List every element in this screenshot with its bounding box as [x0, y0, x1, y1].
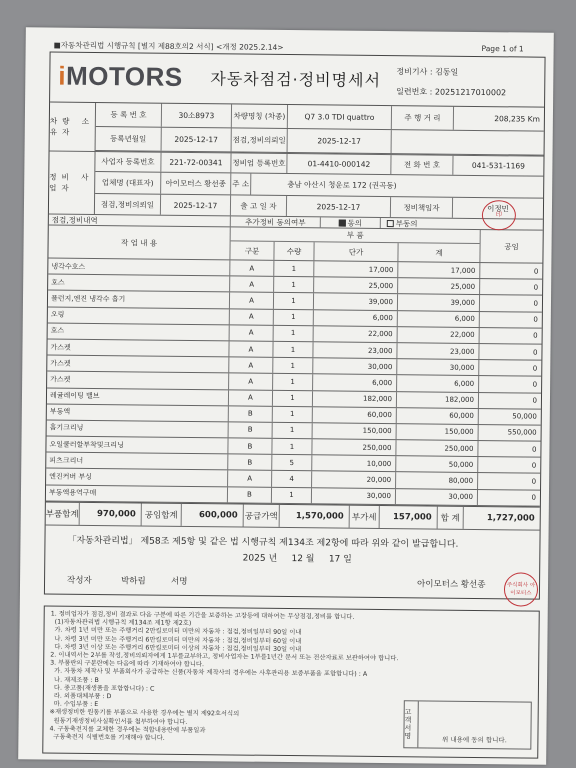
part-sum: 30,000	[396, 489, 478, 505]
parts-table-body	[46, 259, 543, 507]
legal-statement	[45, 525, 539, 572]
work-item-name: 오일쿨러할부착및크리닝	[46, 437, 228, 454]
note-line: 다. 차령 3년 이상 또는 주행거리 6만킬로미터 이상의 자동차 : 점검,정비일부터 30일 이내	[50, 643, 302, 653]
shopno: 01-4410-000142	[287, 154, 391, 174]
part-sum: 30,000	[397, 359, 479, 375]
part-sum: 22,000	[398, 327, 480, 343]
reg-no-label: 등 록 번 호	[96, 103, 162, 127]
part-qty: 4	[272, 471, 312, 487]
part-qty: 1	[274, 326, 314, 342]
owner-section-label: 차량 소유자	[50, 103, 97, 151]
vat-amount: 157,000	[380, 506, 438, 529]
part-unit-price: 25,000	[314, 277, 398, 293]
part-type: A	[229, 390, 273, 406]
part-sum: 17,000	[398, 262, 480, 278]
part-type: A	[230, 309, 274, 325]
reg-date: 2025-12-17	[162, 128, 232, 152]
shop-section	[49, 151, 544, 219]
part-unit-price: 6,000	[314, 310, 398, 326]
parts-table-header	[48, 226, 542, 264]
part-type: A	[230, 325, 274, 341]
shopno-label: 정비업 등록번호	[231, 153, 287, 173]
company-seal-stamp: 주식회사 아이모터스	[504, 572, 538, 606]
req-date: 2025-12-17	[161, 195, 231, 216]
part-unit-price: 17,000	[314, 261, 398, 277]
part-unit-price: 10,000	[312, 456, 396, 472]
part-unit-price: 30,000	[312, 488, 396, 504]
work-item-name: 피츠크리너	[46, 453, 228, 470]
labor-cost: 0	[532, 380, 538, 389]
col-qty: 수량	[274, 242, 314, 260]
bizno-label: 사업자 등록번호	[95, 152, 161, 172]
part-type: B	[229, 406, 273, 422]
part-type: A	[229, 341, 273, 357]
part-sum: 6,000	[398, 311, 480, 327]
part-type: A	[230, 260, 274, 276]
document-paper	[18, 27, 554, 764]
labor-cost: 0	[532, 396, 538, 405]
page-number: Page 1 of 1	[481, 44, 524, 54]
addr-label: 주 소	[231, 173, 251, 194]
owner-section	[50, 103, 544, 156]
part-sum: 50,000	[396, 456, 478, 472]
writer-label: 작성자	[67, 575, 92, 586]
part-unit-price: 20,000	[312, 472, 396, 488]
form-reference: ■자동차관리법 시행규칙 [별지 제88호의2 서식] <개정 2025.2.14>	[53, 40, 284, 52]
work-label: 점검,정비내역	[49, 215, 231, 227]
consent-disagree[interactable]: 부동의	[381, 218, 543, 230]
part-qty: 1	[274, 293, 314, 309]
labor-cost: 0	[533, 299, 539, 308]
confirm-text: 위 내용에 동의 합니다.	[441, 735, 507, 745]
note-line: 마. 수입부품 : E	[49, 700, 99, 709]
labor-cost: 0	[531, 461, 537, 470]
issue-date: 2025 년 12 월 17 일	[242, 553, 352, 565]
part-sum: 60,000	[397, 408, 479, 424]
note-line: 가. 차령 1년 미만 또는 주행거리 2만킬로미터 미만의 자동차 : 점검,정비일부터 90일 이내	[50, 626, 302, 637]
note-line: 나. 차령 3년 미만 또는 주행거리 6만킬로미터 미만의 자동차 : 점검,정비일부터 60일 이내	[50, 635, 302, 645]
work-item-name: 플런지,엔진 냉각수 흡기	[48, 291, 230, 308]
company-logo: iMOTORS	[58, 60, 183, 92]
note-line: 1. 정비업자가 점검,정비 결과로 다음 구분에 따른 기간을 보증하는 고장등에 대하여는 무상점검,정비를 합니다.	[50, 610, 355, 621]
work-item-name: 오링	[48, 307, 230, 324]
notes-section	[42, 605, 540, 758]
part-unit-price: 39,000	[314, 294, 398, 310]
bizno: 221-72-00341	[161, 153, 231, 173]
resp-label: 정비책임자	[391, 197, 453, 218]
part-qty: 1	[273, 390, 313, 406]
labor-cost: 0	[533, 315, 538, 324]
note-line: ※재생정비한 원동기를 부품으로 사용한 경우에는 별지 제92호서식의	[49, 708, 240, 718]
mileage-label: 주 행 거 리	[392, 106, 454, 130]
part-sum: 182,000	[397, 392, 479, 408]
note-line: 2. 이내역서는 2부를 작성,정비의뢰자에게 1부를교부하고, 정비사업자는 1부를1년간 문서 또는 전산자료로 보관하여야 합니다.	[50, 651, 399, 663]
part-qty: 5	[272, 455, 312, 471]
supply-amount: 1,570,000	[280, 505, 350, 528]
reg-no: 30소8973	[162, 104, 232, 128]
part-qty: 1	[273, 407, 313, 423]
part-qty: 1	[272, 439, 312, 455]
col-work: 작 업 내 용	[48, 226, 230, 260]
seal-stamp-small: 印	[482, 200, 516, 230]
part-qty: 1	[273, 374, 313, 390]
part-sum: 250,000	[396, 440, 478, 456]
labor-cost: 0	[531, 445, 537, 454]
vat-label: 부가세	[350, 505, 380, 527]
part-qty: 1	[274, 277, 314, 293]
part-type: B	[228, 438, 272, 454]
model-label: 차량명칭 (차종)	[232, 104, 288, 128]
part-qty: 1	[273, 342, 313, 358]
part-sum: 150,000	[397, 424, 479, 440]
col-sum: 계	[435, 248, 443, 258]
part-type: A	[229, 358, 273, 374]
part-sum: 25,000	[398, 278, 480, 294]
work-item-name: 호스	[48, 275, 230, 292]
part-type: B	[228, 455, 272, 471]
consent-agree[interactable]: 동의	[321, 217, 381, 228]
part-sum: 23,000	[397, 343, 479, 359]
note-line: 가. 자동차 제작사 및 부품회사가 공급하는 신품(자동차 제작사의 경우에는 사후관리용 보증부품을 포함합니다) : A	[50, 667, 368, 679]
parts-total: 970,000	[80, 503, 142, 526]
mechanic-line: 정비기사 : 김동일	[396, 67, 459, 77]
confirm-label: 고객서명	[404, 701, 418, 747]
grand-total: 1,727,000	[486, 512, 535, 524]
parts-total-label: 부품합계	[46, 502, 80, 524]
labor-cost: 0	[533, 267, 539, 276]
shop-address: 충남 아산시 청운로 172 (권곡동)	[287, 180, 397, 191]
part-type: A	[230, 277, 274, 293]
form-header	[50, 53, 544, 108]
part-unit-price: 182,000	[313, 391, 397, 407]
inspect-date: 2025-12-17	[288, 129, 392, 153]
work-item-name: 부동액	[47, 404, 229, 421]
model: Q7 3.0 TDI quattro	[288, 105, 392, 129]
part-qty: 1	[273, 358, 313, 374]
work-item-name: 부동액용역구매	[46, 485, 228, 502]
work-item-name: 가스켓	[47, 356, 229, 373]
note-line: 원동기재생정비사실확인서를 첨부하여야 합니다.	[49, 717, 188, 726]
part-type: A	[229, 374, 273, 390]
mileage: 208,235 Km	[494, 114, 540, 124]
part-unit-price: 6,000	[313, 375, 397, 391]
part-unit-price: 22,000	[314, 326, 398, 342]
work-item-name: 엔진커버 부싱	[46, 469, 228, 486]
labor-total-label: 공임합계	[142, 503, 182, 525]
part-type: A	[230, 293, 274, 309]
req-date-label: 점검,정비의뢰일	[95, 194, 161, 215]
part-unit-price: 23,000	[313, 342, 397, 358]
work-item-name: 레귤레이팅 밸브	[47, 388, 229, 405]
labor-cost: 0	[532, 348, 538, 357]
document-title: 자동차점검·정비명세서	[210, 69, 382, 90]
note-line: 라. 외품대체부품 : D	[49, 692, 112, 701]
agree-checkbox-icon	[339, 219, 346, 226]
note-line: 구동축전지 식별번호를 기재해야 합니다.	[49, 733, 165, 742]
note-line: 3. 부품란의 구분란에는 다음에 따라 기재하여야 합니다.	[50, 659, 205, 669]
grand-total-label: 합 계	[438, 506, 464, 528]
note-line: 다. 중고품(재생품을 포함합니다) : C	[49, 684, 155, 693]
note-line: (1)자동차관리법 시행규칙 제134조 제1항 제2호)	[50, 618, 192, 628]
shop-name: 아이모터스 황선종	[161, 173, 231, 195]
part-sum: 39,000	[398, 295, 480, 311]
labor-cost: 0	[531, 493, 536, 502]
part-sum: 6,000	[397, 375, 479, 391]
part-qty: 1	[273, 423, 313, 439]
labor-cost: 0	[533, 283, 539, 292]
col-type: 구분	[230, 241, 274, 259]
law-text: 「자동차관리법」 제58조 제5항 및 같은 법 시행규칙 제134조 제2항에 따라 위와 같이 발급합니다.	[67, 535, 459, 550]
tel: 041-531-1169	[471, 160, 526, 171]
labor-cost: 550,000	[507, 428, 537, 438]
part-sum: 80,000	[396, 473, 478, 489]
shop-name-label: 업체명 (대표자)	[95, 172, 161, 194]
col-unit: 단가	[314, 242, 398, 261]
writer-name: 박하림	[121, 576, 146, 587]
customer-confirm-box[interactable]	[403, 700, 531, 749]
work-item-name: 호스	[48, 323, 230, 340]
consent-label: 추가정비 동의여부	[231, 216, 321, 227]
disagree-checkbox-icon	[387, 220, 394, 227]
note-line: 4. 구동축전지를 교체한 경우에는 적합내용란에 부품일과	[49, 725, 206, 735]
supply-label: 공급가액	[244, 504, 280, 526]
part-unit-price: 30,000	[313, 358, 397, 374]
part-unit-price: 60,000	[313, 407, 397, 423]
signature-row	[45, 567, 539, 598]
out-date: 2025-12-17	[287, 196, 391, 217]
part-type: A	[228, 471, 272, 487]
labor-cost: 0	[531, 477, 537, 486]
serial-number-line: 일련번호 : 20251217010002	[396, 87, 507, 98]
inspect-date-label: 점검,정비의뢰일	[232, 128, 288, 152]
note-line: 나. 재제조품 : B	[49, 676, 99, 684]
labor-cost: 0	[533, 331, 538, 340]
part-qty: 1	[272, 487, 312, 503]
tel-label: 전 화 번 호	[391, 155, 453, 175]
part-qty: 1	[274, 261, 314, 277]
part-unit-price: 150,000	[313, 423, 397, 439]
resp-name: 이정민	[487, 203, 509, 213]
shop-section-label: 정비 사업자	[49, 152, 96, 214]
part-type: B	[229, 422, 273, 438]
labor-total: 600,000	[182, 504, 244, 527]
part-unit-price: 250,000	[312, 439, 396, 455]
out-date-label: 출 고 일 자	[231, 195, 287, 216]
company-signature: 아이모터스 황선종	[416, 579, 486, 590]
part-qty: 1	[274, 309, 314, 325]
statement-form	[44, 52, 546, 600]
labor-cost: 50,000	[512, 412, 537, 421]
labor-cost: 0	[532, 364, 538, 373]
work-item-name: 흡기크리닝	[47, 420, 229, 437]
reg-date-label: 등록년월일	[96, 127, 162, 151]
part-type: B	[228, 487, 272, 503]
col-labor: 공임	[504, 241, 519, 251]
writer-sign: 서명	[170, 576, 188, 587]
work-item-name: 냉각수호스	[48, 259, 230, 276]
work-item-name: 가스켓	[47, 372, 229, 389]
col-parts: 부 품	[231, 227, 480, 244]
work-item-name: 가스켓	[47, 339, 229, 356]
